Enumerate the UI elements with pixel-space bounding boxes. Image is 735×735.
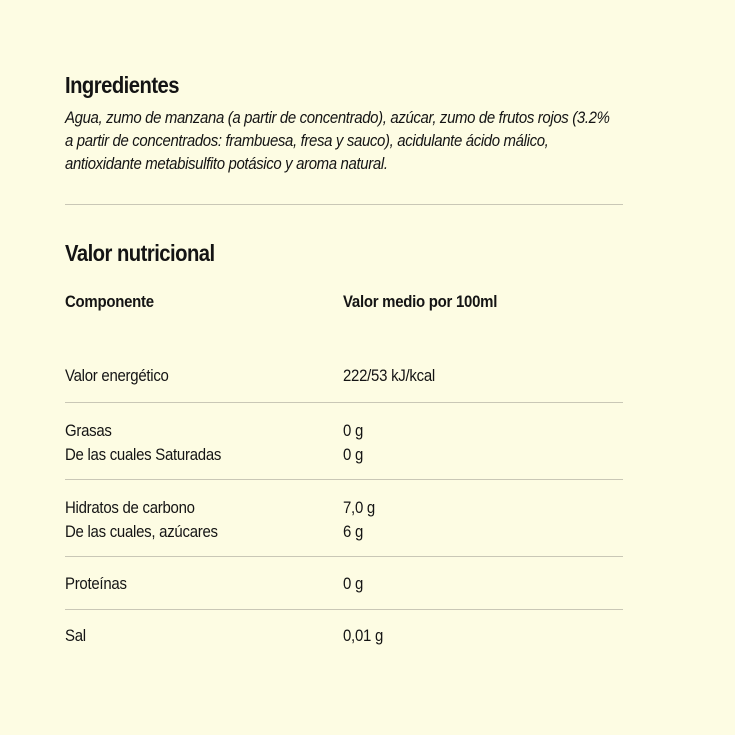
table-row: [65, 403, 623, 480]
row-component: Proteínas: [65, 574, 127, 593]
table-row: [65, 557, 623, 610]
table-row: [65, 610, 623, 662]
row-component: Hidratos de carbono De las cuales, azúcares: [65, 498, 218, 541]
header-value: Valor medio por 100ml: [343, 292, 498, 311]
header-component: Componente: [65, 292, 154, 311]
nutrition-table-header: [65, 286, 623, 338]
nutrition-table: [65, 286, 623, 662]
table-row: [65, 350, 623, 403]
row-component: Sal: [65, 626, 86, 645]
section-divider: [65, 204, 623, 205]
ingredients-text: Agua, zumo de manzana (a partir de concentrado), azúcar, zumo de frutos rojos (3.2% a partir de concentrados: frambuesa, fresa y sauco), acidulante ácido málico, antioxidante metabisulfito potásico y aroma natural.: [65, 108, 610, 173]
row-component: Valor energético: [65, 366, 169, 385]
table-row: [65, 480, 623, 557]
row-value: 0 g: [343, 574, 364, 593]
row-value: 222/53 kJ/kcal: [343, 366, 435, 385]
row-value: 0,01 g: [343, 626, 384, 645]
nutrition-title: Valor nutricional: [65, 240, 215, 266]
row-component: Grasas De las cuales Saturadas: [65, 421, 222, 464]
row-value: 0 g 0 g: [343, 421, 364, 464]
ingredients-title: Ingredientes: [65, 72, 180, 98]
row-value: 7,0 g 6 g: [343, 498, 375, 541]
